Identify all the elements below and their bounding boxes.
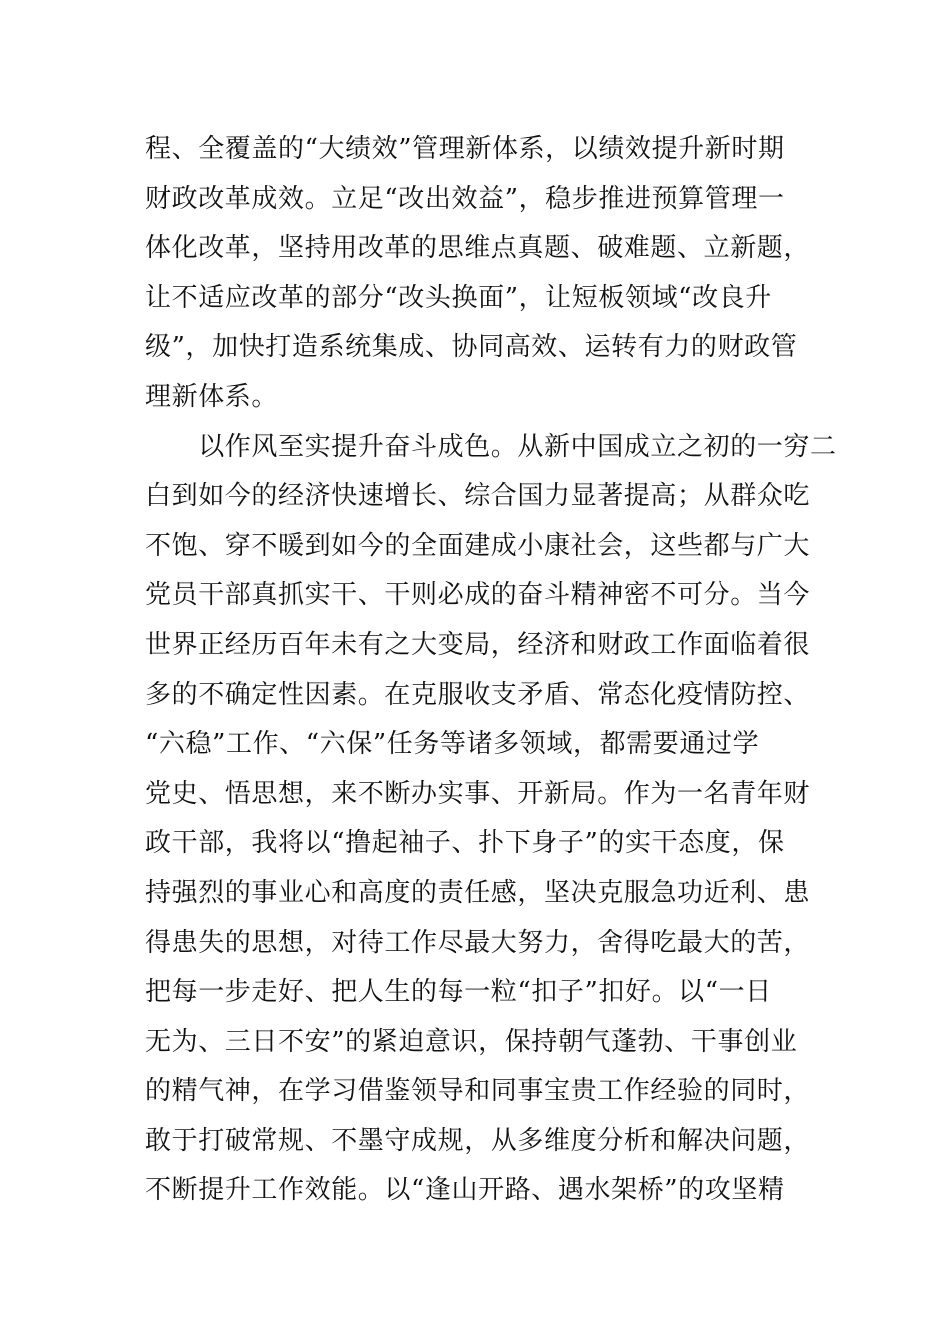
text-line: 不断提升工作效能。以“逢山开路、遇水架桥”的攻坚精 [145,1175,785,1206]
text-line: 世界正经历百年未有之大变局，经济和财政工作面临着很 [145,629,811,660]
text-line: 持强烈的事业心和高度的责任感，坚决克服急功近利、患 [145,877,811,908]
text-line: 白到如今的经济快速增长、综合国力显著提高；从群众吃 [145,481,811,512]
text-line: 敢于打破常规、不墨守成规，从多维度分析和解决问题， [145,1125,811,1156]
text-line: 体化改革，坚持用改革的思维点真题、破难题、立新题， [145,233,811,264]
text-line: 让不适应改革的部分“改头换面”，让短板领域“改良升 [145,282,772,313]
text-line: 财政改革成效。立足“改出效益”，稳步推进预算管理一 [145,183,785,214]
text-line: 政干部，我将以“撸起袖子、扑下身子”的实干态度，保 [145,828,785,859]
text-line: 党员干部真抓实干、干则必成的奋斗精神密不可分。当今 [145,580,811,611]
text-line: “六稳”工作、“六保”任务等诸多领域，都需要通过学 [145,729,760,760]
text-line: 程、全覆盖的“大绩效”管理新体系，以绩效提升新时期 [145,134,785,164]
text-line: 以作风至实提升奋斗成色。从新中国成立之初的一穷二 [145,431,837,462]
text-line: 的精气神，在学习借鉴领导和同事宝贵工作经验的同时， [145,1076,811,1107]
text-line: 得患失的思想，对待工作尽最大努力，舍得吃最大的苦， [145,927,811,958]
body-text [145,125,837,1216]
text-line: 无为、三日不安”的紧迫意识，保持朝气蓬勃、干事创业 [145,1026,798,1057]
text-line: 不饱、穿不暖到如今的全面建成小康社会，这些都与广大 [145,530,811,561]
text-line: 多的不确定性因素。在克服收支矛盾、常态化疫情防控、 [145,679,811,710]
text-line: 把每一步走好、把人生的每一粒“扣子”扣好。以“一日 [145,977,772,1008]
text-line: 理新体系。 [145,381,279,412]
text-line: 级”，加快打造系统集成、协同高效、运转有力的财政管 [145,332,798,363]
text-line: 党史、悟思想，来不断办实事、开新局。作为一名青年财 [145,778,811,809]
